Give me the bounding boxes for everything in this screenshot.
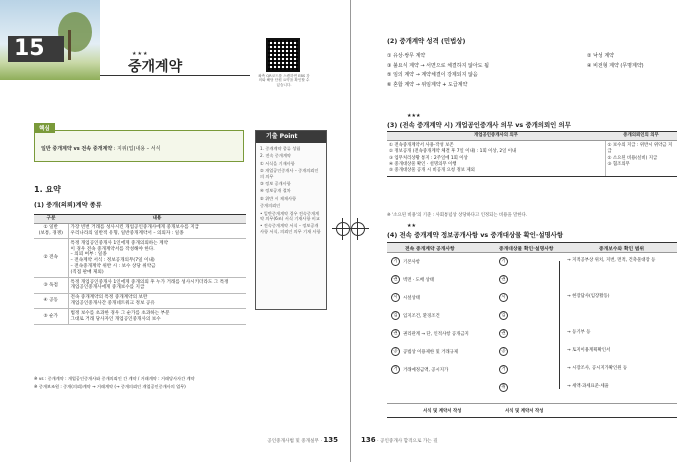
table3-header-col1: 전속 중개계약 공개사항 (405, 247, 455, 252)
footer-left (267, 436, 338, 444)
contract-kind: ② 전속 (34, 239, 68, 278)
page-number-right: 136 (361, 436, 376, 444)
duties-table (387, 131, 677, 177)
chapter-stars: ★★★ (132, 51, 149, 57)
key-text-rest: : 지위(업)내용 – 서식 (112, 146, 161, 152)
item-mark-icon: 시 (391, 293, 400, 302)
disclosure-text: 시설상태 (403, 296, 420, 301)
exam-point-item: • 전속중개계약 서식 – 정보공개 사항 서식, 의뢰인 의무 기재 사항 (260, 223, 321, 234)
table3-footer-col2: 서식 및 계약서 작성 (505, 409, 544, 414)
disclosure-text: 벽면 · 도배 상태 (403, 278, 435, 283)
chapter-title: 중개계약 (128, 59, 183, 75)
contract-kind: ③ 독점 (34, 278, 68, 294)
contract-nature-item: ⑤ 임의 계약 → 계약체결이 강제되지 않음 (387, 72, 478, 79)
section-4-stars: ★★ (407, 223, 416, 229)
disclosure-item (391, 275, 491, 284)
item-mark-icon: 공 (391, 347, 400, 356)
contract-kind: ④ 공동 (34, 293, 68, 309)
table3-header-col2: 중개대상물 확인·설명사항 (499, 247, 554, 252)
exam-point-item: ⑤ 위반 시 제재사항 (260, 195, 297, 201)
tree-trunk (68, 30, 71, 60)
disclosure-text: 입지조건, 환경조건 (403, 314, 440, 319)
contract-content: 가장 빈번 거래를 성사시킨 개업공인중개사에게 중개보수를 지급 우리나라의 일반적 유형, 일반중개계약서 – 의뢰자 : 일종 (68, 223, 246, 239)
broker-duty-item: ② 정보공개 (전속중개계약 체결 후 7일 이내) : 1회 이상, 2일 이내 (389, 149, 517, 155)
exam-point-item: ② 개업공인중개사 – 중개의뢰인의 의무 (260, 168, 319, 179)
item-mark-icon: 권 (499, 329, 508, 338)
table2-note: ※ '소요된 비용'의 기준 : 사회통념상 상당하다고 인정되는 비용을 말한다. (387, 213, 528, 218)
note-item: ※ 중개보조원 : 중개(의뢰)계약 → 거래계약 (→ 중개의뢰인 개업공인중개사의 업무) (34, 384, 186, 390)
verification-item: → 토지이용계획확인서 (567, 348, 611, 353)
verification-item: → 현장답사(임장활동) (567, 294, 610, 299)
disclosure-item (391, 293, 491, 302)
exam-point-list (256, 143, 326, 239)
table3-header-col3: 중개보수와 확인 범위 (599, 247, 645, 252)
item-mark-icon: 입 (391, 311, 400, 320)
item-mark-icon: 거 (499, 365, 508, 374)
contract-content: 법정 보수를 초과한 경우 그 순가를 초과하는 부분 그대로 거래 당사자인 개업공인중개사의 보수 (68, 309, 246, 325)
note-item: ※ vs : 중개계약 : 개업공인중개사와 중개의뢰인 간 계약 / 거래계약 : 거래당사자간 계약 (34, 376, 195, 381)
item-mark-icon: 시 (499, 293, 508, 302)
item-mark-icon: 기 (391, 257, 400, 266)
contract-content: 전속 중개계약의 특정 중개계약의 보완 개업공인중개사간 중개네트워크 정보 공유 (68, 293, 246, 309)
client-duties (605, 141, 677, 177)
explanation-item (499, 329, 557, 338)
right-page (350, 0, 700, 462)
exam-point-item: ③ 정보 공개사항 (260, 181, 291, 187)
section-1-title: 1. 요약 (34, 185, 61, 194)
exam-point-item: 2. 전속 중개계약 (260, 153, 291, 159)
disclosure-text: 기본사항 (403, 260, 420, 265)
item-mark-icon: 권 (391, 329, 400, 338)
item-mark-icon: 기 (499, 257, 508, 266)
disclosure-item (391, 311, 491, 320)
verification-item: → 세액·과세표준·세율 (567, 384, 609, 389)
disclosure-text: 권리관계 → 단, 인적사항 공개금지 (403, 332, 469, 337)
section-2-title: (2) 중개계약 성격 (민법상) (387, 37, 466, 45)
disclosure-item (391, 257, 491, 266)
table2-header-client: 중개의뢰인의 의무 (605, 132, 677, 141)
table3-footer (387, 403, 677, 417)
table-row (34, 293, 246, 309)
registration-mark (336, 222, 350, 236)
section-4-title: (4) 전속 중개계약 정보공개사항 vs 중개대상물 확인·설명사항 (387, 231, 564, 239)
explanation-item (499, 365, 557, 374)
qr-caption: 좌측 QR코드를 스캔하면 EBS 강의와 해당 단원 요약을 확인할 수 있습니다. (258, 74, 310, 87)
client-duty-item: ① 보수의 지급 : 위반시 위약금 지급 (607, 143, 673, 155)
contract-content: 특정 개업공인중개사 1인에게 중개의뢰하는 계약 이 경우 전속 중개계약서를 작성해야 한다. – 의뢰 여부 : 일종 – 전속계약 서식 : 정보공개의무(7일 이내) – 전속중개계약 위반 시 : 보수 상당 위약금 (직접 판매 제외) (68, 239, 246, 278)
exam-point-box (255, 130, 327, 310)
contract-nature-item: ④ 비전형 계약 (무명계약) (587, 62, 644, 69)
chapter-banner (0, 0, 350, 87)
exam-point-item: ④ 정보공개 절차 (260, 188, 291, 194)
table3-footer-col1: 서식 및 계약서 작성 (423, 409, 462, 414)
exam-point-item: 1. 중개계약 종류 성립 (260, 146, 301, 151)
verification-item: → 등기부 등 (567, 330, 591, 335)
contract-nature-item: ③ 불요식 계약 → 서면으로 체결하지 않아도 됨 (387, 62, 489, 69)
section-1-subtitle: (1) 중개(의뢰)계약 종류 (34, 202, 102, 209)
key-text (41, 145, 160, 152)
broker-duty-item: ③ 업무처리상황 통지 : 2주일에 1회 이상 (389, 155, 468, 161)
exam-point-item: • 일반중개계약 경우 전속중개계약 의무(6조) 서식 기재사항 비교 (260, 210, 320, 222)
disclosure-item (391, 347, 491, 356)
contract-types-table (34, 214, 246, 325)
contract-kind: ⑤ 순가 (34, 309, 68, 325)
item-mark-icon: 거 (391, 365, 400, 374)
item-mark-icon: 공 (499, 347, 508, 356)
explanation-item (499, 383, 557, 392)
table1-header-content: 내용 (68, 215, 246, 224)
key-text-bold: 일반 중개계약 vs 전속 중개계약 (41, 146, 113, 152)
client-duty-item: ③ 협조의무 (607, 161, 630, 167)
verification-item: → 시장조사, 공시지가확인원 등 (567, 366, 628, 371)
table1-header-kind: 구분 (34, 215, 68, 224)
item-mark-icon: 권 (391, 275, 400, 284)
notes (34, 376, 246, 393)
bracket-line (559, 261, 560, 389)
contract-nature-item: ② 낙성 계약 (587, 53, 614, 59)
broker-duty-item: ⑤ 중개대상물 공개 시 비공개 요청 정보 제외 (389, 168, 475, 174)
broker-duty-item: ① 전속중개계약서 사용·작성 보존 (389, 143, 454, 149)
footer-left-text: 공인중개사법 및 중개실무 · (267, 439, 322, 444)
contract-kind: ① 일반 (보통, 경쟁) (34, 223, 68, 239)
section-3-stars: ★★★ (407, 113, 421, 119)
section-3-title: (3) (전속 중개계약 시) 개업공인중개사 의무 vs 중개의뢰인 의무 (387, 121, 571, 129)
table-row (34, 309, 246, 325)
footer-right-text: · 공인중개사 합격으로 가는 길 (377, 439, 438, 444)
explanation-item (499, 293, 557, 302)
table-row (34, 278, 246, 294)
exam-point-item: 중개의뢰인 (260, 203, 281, 209)
item-mark-icon: 취 (499, 383, 508, 392)
qr-code-icon[interactable] (266, 38, 300, 72)
explanation-item (499, 275, 557, 284)
disclosure-item (391, 365, 491, 374)
explanation-item (499, 347, 557, 356)
chapter-number: 15 (8, 36, 64, 62)
item-mark-icon: 권 (499, 275, 508, 284)
contract-content: 특정 개업공인중개사 1인에게 중개의뢰 후 누가 거래를 성사시키더라도 그 특정 개업공인중개사에게 중개보수를 지급 (68, 278, 246, 294)
key-label: 핵심 (34, 123, 55, 133)
client-duty-item: ② 소요된 비용(실비) 지급 (607, 155, 658, 161)
key-box (34, 126, 244, 162)
table-row (34, 239, 246, 278)
broker-duty-item: ④ 중개대상물 확인 · 설명의무 이행 (389, 161, 457, 167)
explanation-item (499, 257, 557, 266)
explanation-item (499, 311, 557, 320)
contract-nature-item: ⑥ 혼합 계약 → 위임계약 + 도급계약 (387, 81, 468, 88)
footer-right (361, 436, 438, 444)
disclosure-text: 거래예정금액, 공시지가 (403, 368, 449, 373)
item-mark-icon: 입 (499, 311, 508, 320)
disclosure-comparison-table (387, 242, 677, 418)
title-rule (100, 75, 250, 76)
registration-mark (351, 222, 365, 236)
broker-duties (387, 141, 605, 177)
exam-point-label: 기출 Point (256, 131, 326, 143)
disclosure-item (391, 329, 491, 338)
page-number-left: 135 (323, 436, 338, 444)
table-row (34, 223, 246, 239)
contract-nature-item: ① 유상·쌍무 계약 (387, 53, 426, 59)
disclosure-text: 공법상 이용제한 및 거래규제 (403, 350, 459, 355)
table2-header-broker: 개업공인중개사의 의무 (387, 132, 605, 141)
exam-point-item: ① 서식을 기재사항 (260, 160, 295, 166)
table3-header (387, 243, 677, 253)
verification-item: → 지적공부상 위치, 지번, 면적, 건축물대장 등 (567, 258, 656, 263)
